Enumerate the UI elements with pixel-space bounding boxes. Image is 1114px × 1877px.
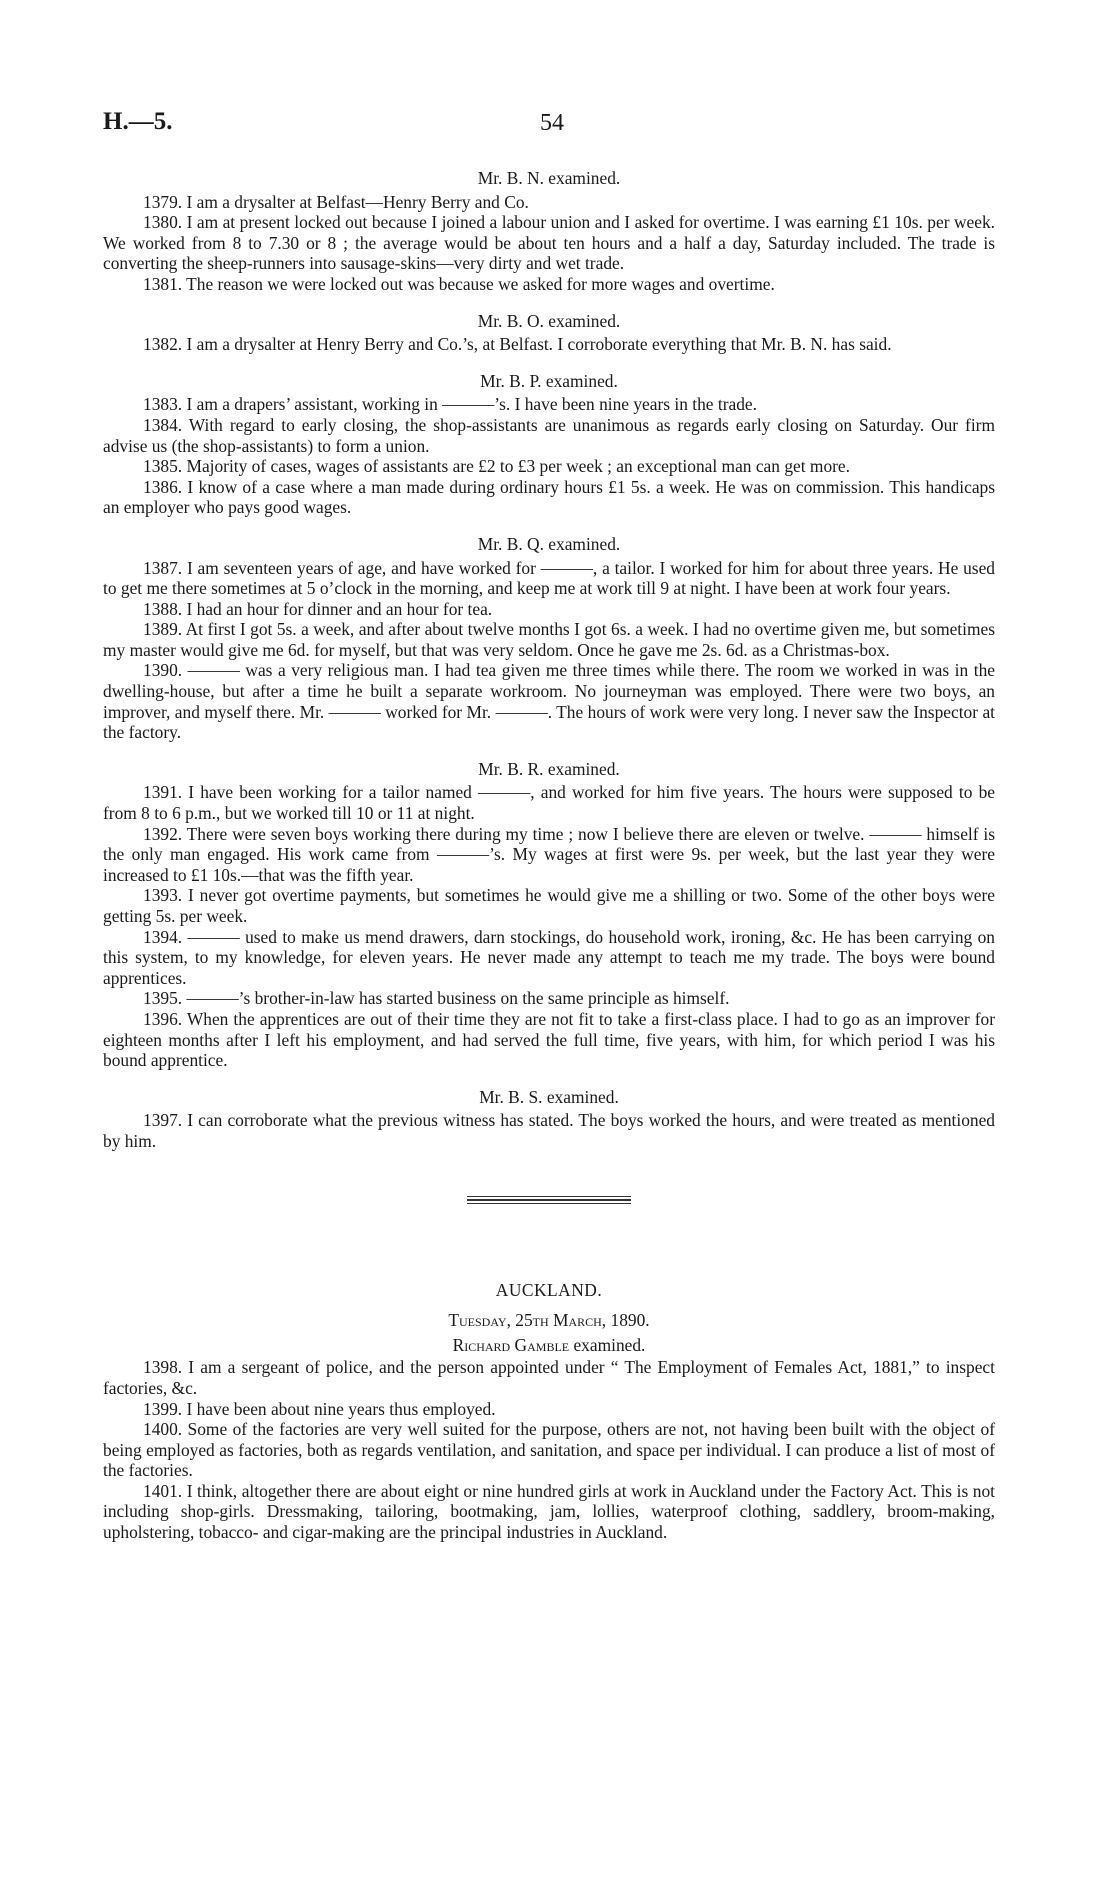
paragraph: 1396. When the apprentices are out of their time they are not fit to take a first-class place. I had to go as an improver for eighteen months after I left his employment, and had served the full time, five years, with him, for which period I was his bound apprentice. — [103, 1008, 995, 1071]
section-b-s — [103, 1087, 995, 1152]
examinee-heading — [103, 1335, 995, 1356]
paragraph: 1379. I am a drysalter at Belfast—Henry Berry and Co. — [143, 191, 529, 212]
paragraph: 1380. I am at present locked out because I joined a labour union and I asked for overtime. I was earning £1 10s. per week. We worked from 8 to 7.30 or 8 ; the average would be about ten hours and a half a day, Saturday included. The trade is converting the sheep-runners into sausage-skins—very dirty and wet trade. — [103, 212, 995, 274]
paragraph: 1386. I know of a case where a man made during ordinary hours £1 5s. a week. He was on commission. This handicaps an employer who pays good wages. — [103, 476, 995, 518]
paragraph: 1398. I am a sergeant of police, and the person appointed under “ The Employment of Females Act, 1881,” to inspect factories, &c. — [103, 1357, 995, 1398]
section-b-p — [103, 371, 995, 518]
section-heading: Mr. B. S. examined. — [479, 1086, 619, 1107]
document-reference: H.—5. — [103, 108, 173, 135]
paragraph: 1388. I had an hour for dinner and an hour for tea. — [143, 598, 493, 619]
paragraph: 1401. I think, altogether there are about eight or nine hundred girls at work in Auckland under the Factory Act. This is not including shop-girls. Dressmaking, tailoring, bootmaking, jam, lollies, waterproof clothing, saddlery, broom-making, upholstering, tobacco- and cigar-making are the principal industries in Auckland. — [103, 1480, 995, 1543]
paragraph: 1390. ——— was a very religious man. I had tea given me three times while there. The room we worked in was in the dwelling-house, but after a time he built a separate workroom. No journeyman was employed. There were two boys, an improver, and myself there. Mr. ——— worked for Mr. ———. The hours of work were very long. I never saw the Inspector at the factory. — [103, 660, 995, 743]
section-heading: Mr. B. O. examined. — [477, 310, 621, 331]
paragraph: 1384. With regard to early closing, the shop-assistants are unanimous as regards early closing on Saturday. Our firm advise us (the shop-assistants) to form a union. — [103, 414, 995, 456]
paragraph: 1387. I am seventeen years of age, and have worked for ———, a tailor. I worked for him for about three years. He used to get me there sometimes at 5 o’clock in the morning, and keep me at work till 9 at night. I have been at work four years. — [103, 557, 995, 599]
paragraph: 1383. I am a drapers’ assistant, working in ———’s. I have been nine years in the trade. — [143, 394, 757, 415]
section-b-o — [103, 311, 995, 355]
paragraph: 1394. ——— used to make us mend drawers, darn stockings, do household work, ironing, &c. He has been carrying on this system, to my knowledge, for eleven years. He never made any attempt to teach me my trade. The boys were bound apprentices. — [103, 926, 995, 988]
paragraph: 1392. There were seven boys working there during my time ; now I believe there are eleven or twelve. ——— himself is the only man engaged. His work came from ———’s. My wages at first were 9s. per week, but the last year they were increased to £1 10s.—that was the fifth year. — [103, 823, 995, 885]
section-heading: Mr. B. N. examined. — [477, 168, 621, 188]
section-b-q — [103, 534, 995, 743]
paragraph: 1389. At first I got 5s. a week, and after about twelve months I got 6s. a week. I had no overtime given me, but sometimes my master would give me 6d. for myself, but that was very seldom. Once he gave me 2s. 6d. as a Christmas-box. — [103, 619, 995, 660]
paragraph: 1393. I never got overtime payments, but sometimes he would give me a shilling or two. Some of the other boys were getting 5s. per week. — [103, 885, 995, 926]
examinee-suffix: examined. — [569, 1334, 646, 1355]
paragraph: 1395. ———’s brother-in-law has started business on the same principle as himself. — [143, 988, 730, 1009]
section-auckland — [103, 1280, 995, 1543]
section-b-n — [103, 168, 995, 295]
paragraph: 1397. I can corroborate what the previous witness has stated. The boys worked the hours, and were treated as mentioned by him. — [103, 1110, 995, 1151]
paragraph: 1400. Some of the factories are very well suited for the purpose, others are not, not having been built with the object of being employed as factories, both as regards ventilation, and sanitation, and space per individual. I can produce a list of most of the factories. — [103, 1419, 995, 1481]
section-heading: Mr. B. Q. examined. — [477, 533, 621, 554]
paragraph: 1381. The reason we were locked out was because we asked for more wages and overtime. — [143, 273, 775, 294]
paragraph: 1399. I have been about nine years thus employed. — [143, 1398, 496, 1419]
place-heading: AUCKLAND. — [495, 1279, 603, 1300]
examinee-name: Richard Gamble — [452, 1334, 570, 1355]
section-divider — [467, 1196, 631, 1204]
paragraph: 1385. Majority of cases, wages of assistants are £2 to £3 per week ; an exceptional man can get more. — [143, 456, 850, 477]
section-b-r — [103, 759, 995, 1071]
paragraph: 1382. I am a drysalter at Henry Berry and Co.’s, at Belfast. I corroborate everything that Mr. B. N. has said. — [143, 334, 892, 355]
sitting-date: Tuesday, 25th March, 1890. — [448, 1310, 650, 1331]
section-heading: Mr. B. R. examined. — [478, 758, 620, 779]
page-number: 54 — [540, 110, 564, 136]
section-heading: Mr. B. P. examined. — [480, 370, 618, 391]
paragraph: 1391. I have been working for a tailor named ———, and worked for him five years. The hours were supposed to be from 8 to 6 p.m., but we worked till 10 or 11 at night. — [103, 782, 995, 824]
document-body — [103, 168, 995, 1543]
